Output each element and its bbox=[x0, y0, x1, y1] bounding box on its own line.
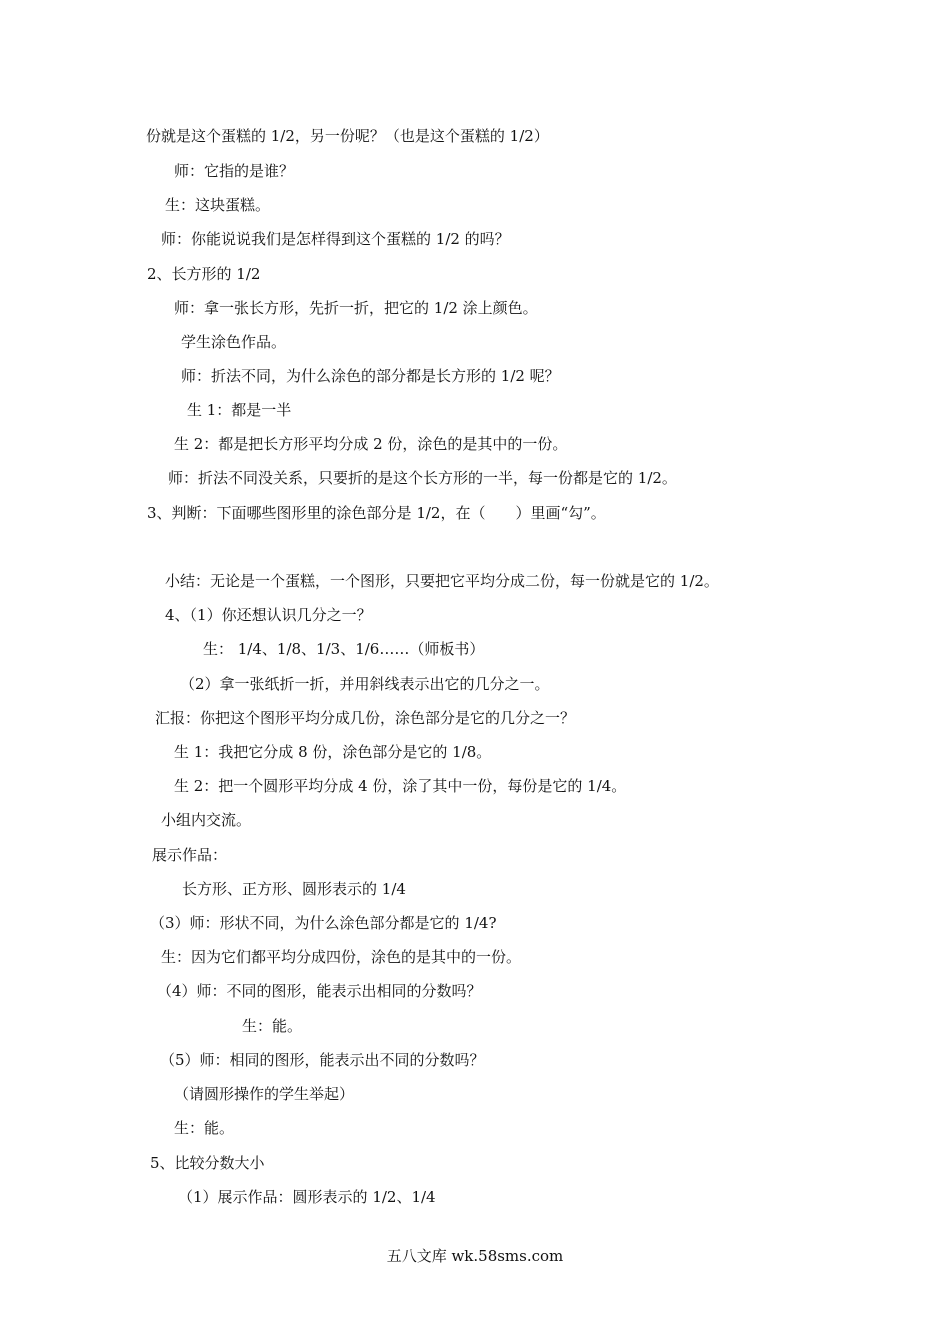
section-heading: 3、判断：下面哪些图形里的涂色部分是 1/2，在（ ）里画“勾”。 bbox=[147, 504, 606, 522]
text-line: 生：能。 bbox=[174, 1119, 235, 1137]
text-line: 展示作品： bbox=[152, 846, 228, 864]
text-line: 师：它指的是谁？ bbox=[174, 162, 295, 180]
text-line: 生：因为它们都平均分成四份，涂色的是其中的一份。 bbox=[161, 948, 522, 966]
text-line: （4）师：不同的图形，能表示出相同的分数吗？ bbox=[157, 982, 482, 1000]
section-heading: 2、长方形的 1/2 bbox=[147, 265, 261, 283]
text-line: 生 2：都是把长方形平均分成 2 份，涂色的是其中的一份。 bbox=[174, 435, 568, 453]
section-heading: 4、（1）你还想认识几分之一？ bbox=[165, 606, 372, 624]
text-line: 学生涂色作品。 bbox=[181, 333, 287, 351]
text-line: 小组内交流。 bbox=[161, 811, 252, 829]
text-line: 生：能。 bbox=[242, 1017, 303, 1035]
text-line: 生 1：都是一半 bbox=[187, 401, 292, 419]
text-line: （请圆形操作的学生举起） bbox=[174, 1085, 355, 1103]
text-line: 生 2：把一个圆形平均分成 4 份，涂了其中一份，每份是它的 1/4。 bbox=[174, 777, 627, 795]
text-line: 长方形、正方形、圆形表示的 1/4 bbox=[182, 880, 406, 898]
text-line: 师：折法不同没关系，只要折的是这个长方形的一半，每一份都是它的 1/2。 bbox=[168, 469, 677, 487]
text-line: 份就是这个蛋糕的 1/2，另一份呢？（也是这个蛋糕的 1/2） bbox=[146, 127, 549, 145]
text-line: 师：拿一张长方形，先折一折，把它的 1/2 涂上颜色。 bbox=[174, 299, 538, 317]
text-line: 生： 1/4、1/8、1/3、1/6……（师板书） bbox=[203, 640, 485, 658]
text-line: 小结：无论是一个蛋糕，一个图形，只要把它平均分成二份，每一份就是它的 1/2。 bbox=[165, 572, 719, 590]
text-line: 汇报：你把这个图形平均分成几份，涂色部分是它的几分之一？ bbox=[155, 709, 576, 727]
text-line: （5）师：相同的图形，能表示出不同的分数吗？ bbox=[160, 1051, 485, 1069]
text-line: （1）展示作品：圆形表示的 1/2、1/4 bbox=[178, 1188, 436, 1206]
page-footer: 五八文库 wk.58sms.com bbox=[386, 1247, 564, 1265]
section-heading: 5、比较分数大小 bbox=[150, 1154, 265, 1172]
text-line: （2）拿一张纸折一折，并用斜线表示出它的几分之一。 bbox=[180, 675, 550, 693]
text-line: （3）师：形状不同，为什么涂色部分都是它的 1/4? bbox=[150, 914, 497, 932]
text-line: 师：你能说说我们是怎样得到这个蛋糕的 1/2 的吗？ bbox=[161, 230, 510, 248]
text-line: 生：这块蛋糕。 bbox=[165, 196, 271, 214]
text-line: 师：折法不同，为什么涂色的部分都是长方形的 1/2 呢？ bbox=[181, 367, 560, 385]
text-line: 生 1：我把它分成 8 份，涂色部分是它的 1/8。 bbox=[174, 743, 492, 761]
